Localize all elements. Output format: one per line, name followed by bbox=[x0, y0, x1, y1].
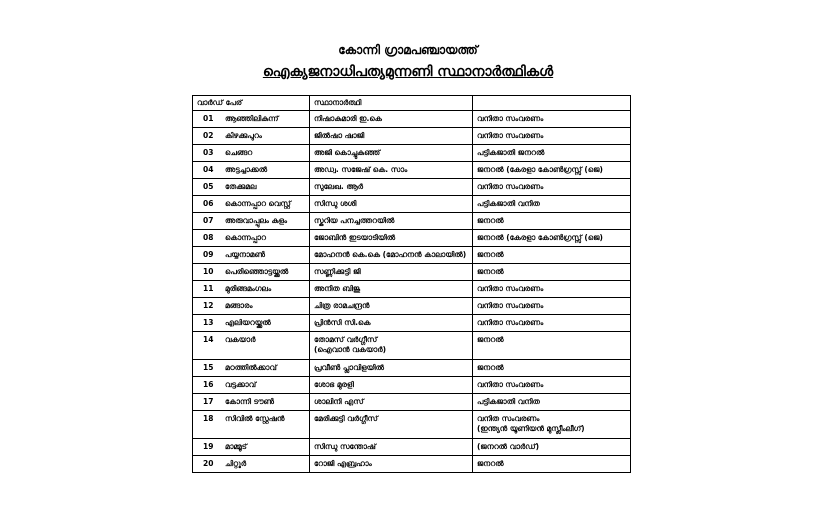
ward-name: മങ്ങാരം bbox=[225, 301, 253, 310]
ward-name: കിഴക്കുപുറം bbox=[225, 131, 262, 140]
table-row bbox=[193, 298, 631, 315]
category-text: ജനറൽ bbox=[477, 250, 504, 259]
ward-cell bbox=[193, 394, 310, 411]
ward-name-header: വാർഡ് പേര് bbox=[193, 96, 310, 111]
category-text: വനിതാ സംവരണം bbox=[477, 380, 544, 389]
ward-name: മഠത്തിൽക്കാവ് bbox=[225, 363, 277, 372]
candidate-name: സിന്ധു ശശി bbox=[314, 199, 357, 208]
ward-name: വട്ടക്കാവ് bbox=[225, 380, 256, 389]
ward-number: 02 bbox=[203, 131, 214, 140]
category-cell bbox=[473, 179, 631, 196]
candidate-name: സ്കറിയ പനച്ചത്തറയിൽ bbox=[314, 216, 395, 225]
candidate-alias: (ഐവാൻ വകയാർ) bbox=[314, 345, 387, 354]
candidate-name: മേരിക്കുട്ടി വർഗ്ഗീസ് bbox=[314, 414, 378, 423]
ward-cell bbox=[193, 111, 310, 128]
candidate-name: ശാലിനി എസ് bbox=[314, 397, 364, 406]
table-row bbox=[193, 145, 631, 162]
ward-name: തേക്കുമല bbox=[225, 182, 257, 191]
category-cell bbox=[473, 411, 631, 439]
category-cell bbox=[473, 213, 631, 230]
candidate-cell bbox=[310, 247, 473, 264]
ward-name: സിവിൽ സ്റ്റേഷൻ bbox=[225, 414, 285, 423]
category-cell bbox=[473, 315, 631, 332]
table-row bbox=[193, 456, 631, 473]
category-text: ജനറൽ bbox=[477, 216, 504, 225]
category-cell bbox=[473, 111, 631, 128]
category-cell bbox=[473, 196, 631, 213]
document-heading bbox=[0, 64, 816, 80]
ward-cell bbox=[193, 281, 310, 298]
ward-name: ചെങ്ങറ bbox=[225, 148, 253, 157]
ward-cell bbox=[193, 411, 310, 439]
table-row bbox=[193, 264, 631, 281]
ward-cell bbox=[193, 128, 310, 145]
candidate-name: നിഷാകുമാരി ഇ.കെ bbox=[314, 114, 382, 123]
candidate-cell bbox=[310, 377, 473, 394]
category-party: (ഇന്ത്യൻ യൂണിയൻ മുസ്ലീംലീഗ്) bbox=[477, 424, 585, 433]
candidate-table bbox=[192, 95, 631, 473]
category-cell bbox=[473, 230, 631, 247]
ward-name: മാമ്മൂട് bbox=[225, 442, 247, 451]
ward-cell bbox=[193, 360, 310, 377]
ward-name: പെരിഞ്ഞൊട്ടയ്ക്കൽ bbox=[225, 267, 289, 276]
ward-name: പയ്യനാമൺ bbox=[225, 250, 266, 259]
candidate-name: ചിത്ര രാമചന്ദ്രൻ bbox=[314, 301, 370, 310]
panchayat-title: കോന്നി ഗ്രാമപഞ്ചായത്ത് bbox=[338, 43, 478, 57]
table-row bbox=[193, 281, 631, 298]
ward-number: 11 bbox=[203, 284, 214, 293]
ward-cell bbox=[193, 230, 310, 247]
table-row bbox=[193, 439, 631, 456]
ward-name: അരുവാപ്പുലം കുളം bbox=[225, 216, 288, 225]
category-text: വനിതാ സംവരണം bbox=[477, 318, 544, 327]
ward-cell bbox=[193, 315, 310, 332]
ward-number: 15 bbox=[203, 363, 214, 372]
candidate-name: മോഹനൻ കെ.കെ (മോഹനൻ കാലായിൽ) bbox=[314, 250, 467, 259]
table-row bbox=[193, 128, 631, 145]
candidate-cell bbox=[310, 196, 473, 213]
ward-name: ആഞ്ഞിലികുന്ന് bbox=[225, 114, 279, 123]
ward-name: ചിറ്റൂർ bbox=[225, 459, 247, 468]
ward-name: കോന്നി ടൗൺ bbox=[225, 397, 275, 406]
document-heading-text: ഐക്യജനാധിപത്യമുന്നണി സ്ഥാനാർത്ഥികൾ bbox=[262, 64, 554, 80]
ward-name: കൊന്നപ്പാറ വെസ്റ്റ് bbox=[225, 199, 291, 208]
category-text: വനിതാ സംവരണം bbox=[477, 301, 544, 310]
category-text: ജനറൽ bbox=[477, 335, 504, 344]
ward-cell bbox=[193, 145, 310, 162]
table-row bbox=[193, 360, 631, 377]
category-cell bbox=[473, 281, 631, 298]
ward-number: 14 bbox=[203, 335, 214, 344]
table-row bbox=[193, 315, 631, 332]
category-cell bbox=[473, 439, 631, 456]
category-text: വനിതാ സംവരണം bbox=[477, 284, 544, 293]
candidate-cell bbox=[310, 394, 473, 411]
ward-name: മുരിങ്ങമംഗലം bbox=[225, 284, 272, 293]
candidate-cell bbox=[310, 315, 473, 332]
table-header-row bbox=[193, 96, 631, 111]
table-row bbox=[193, 394, 631, 411]
ward-number: 05 bbox=[203, 182, 214, 191]
category-text: പട്ടികജാതി വനിത bbox=[477, 199, 540, 208]
ward-cell bbox=[193, 247, 310, 264]
candidate-cell bbox=[310, 439, 473, 456]
candidate-header: സ്ഥാനാർത്ഥി bbox=[310, 96, 473, 111]
ward-name: കൊന്നപ്പാറ bbox=[225, 233, 266, 242]
candidate-name: ശോഭ മുരളി bbox=[314, 380, 354, 389]
candidate-name: സുലേഖ. ആർ bbox=[314, 182, 363, 191]
candidate-name: റോജി എബ്രഹാം bbox=[314, 459, 372, 468]
ward-number: 13 bbox=[203, 318, 214, 327]
ward-name: എലിയറയ്ക്കൽ bbox=[225, 318, 271, 327]
category-text: ജനറൽ bbox=[477, 459, 504, 468]
table-row bbox=[193, 162, 631, 179]
category-cell bbox=[473, 360, 631, 377]
candidate-name: അഡ്വ. സജേഷ് കെ. സാം bbox=[314, 165, 408, 174]
category-cell bbox=[473, 377, 631, 394]
ward-cell bbox=[193, 439, 310, 456]
category-text: വനിതാ സംവരണം bbox=[477, 114, 544, 123]
table-row bbox=[193, 213, 631, 230]
category-header bbox=[473, 96, 631, 111]
category-cell bbox=[473, 128, 631, 145]
table-row bbox=[193, 196, 631, 213]
table-row bbox=[193, 377, 631, 394]
candidate-cell bbox=[310, 332, 473, 360]
candidate-cell bbox=[310, 179, 473, 196]
ward-number: 01 bbox=[203, 114, 214, 123]
ward-number: 04 bbox=[203, 165, 214, 174]
ward-cell bbox=[193, 213, 310, 230]
ward-number: 03 bbox=[203, 148, 214, 157]
table-row bbox=[193, 111, 631, 128]
ward-number: 07 bbox=[203, 216, 214, 225]
candidate-name: സണ്ണിക്കുട്ടി ജി bbox=[314, 267, 361, 276]
candidate-name: അനിത ബിജു bbox=[314, 284, 361, 293]
category-text: ജനറൽ (കേരളാ കോൺഗ്രസ്സ് (ജെ) bbox=[477, 233, 603, 242]
category-cell bbox=[473, 298, 631, 315]
candidate-name: തോമസ് വർഗ്ഗീസ് bbox=[314, 335, 378, 344]
candidate-name: ജോബിൻ ഇടയാടിയിൽ bbox=[314, 233, 396, 242]
ward-cell bbox=[193, 162, 310, 179]
ward-cell bbox=[193, 332, 310, 360]
candidate-cell bbox=[310, 162, 473, 179]
table-row bbox=[193, 411, 631, 439]
ward-cell bbox=[193, 179, 310, 196]
category-text: ജനറൽ bbox=[477, 267, 504, 276]
ward-number: 12 bbox=[203, 301, 214, 310]
category-text: വനിതാ സംവരണം bbox=[477, 131, 544, 140]
candidate-cell bbox=[310, 213, 473, 230]
table-row bbox=[193, 179, 631, 196]
ward-cell bbox=[193, 456, 310, 473]
table-row bbox=[193, 247, 631, 264]
candidate-name: സിന്ധു സന്തോഷ് bbox=[314, 442, 376, 451]
ward-name: വകയാർ bbox=[225, 335, 256, 344]
ward-name: അട്ടച്ചാക്കൽ bbox=[225, 165, 268, 174]
category-cell bbox=[473, 162, 631, 179]
ward-cell bbox=[193, 377, 310, 394]
ward-number: 16 bbox=[203, 380, 214, 389]
category-cell bbox=[473, 456, 631, 473]
category-cell bbox=[473, 332, 631, 360]
ward-number: 08 bbox=[203, 233, 214, 242]
ward-number: 18 bbox=[203, 414, 214, 423]
category-text: (ജനറൽ വാർഡ്) bbox=[477, 442, 540, 451]
candidate-cell bbox=[310, 298, 473, 315]
category-text: പട്ടികജാതി ജനറൽ bbox=[477, 148, 545, 157]
candidate-name: പ്രിൻസി സി.കെ bbox=[314, 318, 371, 327]
candidate-cell bbox=[310, 411, 473, 439]
table-row bbox=[193, 230, 631, 247]
candidate-name: ജിൽഷാ ഷാജി bbox=[314, 131, 365, 140]
category-text: ജനറൽ bbox=[477, 363, 504, 372]
category-cell bbox=[473, 264, 631, 281]
ward-cell bbox=[193, 298, 310, 315]
category-text: വനിത സംവരണം bbox=[477, 414, 540, 423]
candidate-cell bbox=[310, 230, 473, 247]
candidate-cell bbox=[310, 360, 473, 377]
category-text: ജനറൽ (കേരളാ കോൺഗ്രസ്സ് (ജെ) bbox=[477, 165, 603, 174]
candidate-cell bbox=[310, 111, 473, 128]
ward-number: 17 bbox=[203, 397, 214, 406]
candidate-name: പ്രവീൺ പ്ലാവിളയിൽ bbox=[314, 363, 385, 372]
ward-number: 06 bbox=[203, 199, 214, 208]
candidate-cell bbox=[310, 128, 473, 145]
category-cell bbox=[473, 394, 631, 411]
candidate-name: അജി കൊച്ചുകുഞ്ഞ് bbox=[314, 148, 381, 157]
ward-number: 09 bbox=[203, 250, 214, 259]
ward-cell bbox=[193, 264, 310, 281]
candidate-cell bbox=[310, 145, 473, 162]
category-cell bbox=[473, 145, 631, 162]
table-row bbox=[193, 332, 631, 360]
ward-number: 20 bbox=[203, 459, 214, 468]
category-text: പട്ടികജാതി വനിത bbox=[477, 397, 540, 406]
ward-number: 10 bbox=[203, 267, 214, 276]
ward-cell bbox=[193, 196, 310, 213]
candidate-cell bbox=[310, 264, 473, 281]
candidate-cell bbox=[310, 456, 473, 473]
candidate-cell bbox=[310, 281, 473, 298]
ward-number: 19 bbox=[203, 442, 214, 451]
category-cell bbox=[473, 247, 631, 264]
category-text: വനിതാ സംവരണം bbox=[477, 182, 544, 191]
